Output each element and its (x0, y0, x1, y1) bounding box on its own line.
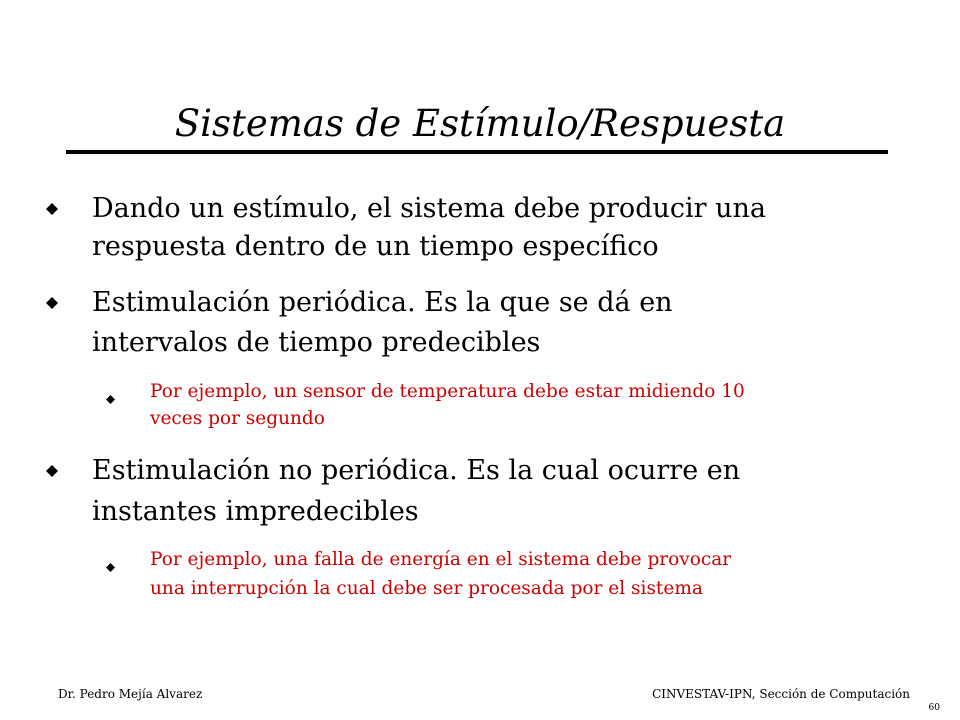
diamond-bullet-icon (46, 203, 58, 215)
bullet-2-line-2: intervalos de tiempo predecibles (92, 327, 541, 358)
bullet-1-line-1: Dando un estímulo, el sistema debe producir una (92, 193, 766, 224)
bullet-3-sub-line-2: una interrupción la cual debe ser procesada por el sistema (150, 578, 703, 599)
slide-title: Sistemas de Estímulo/Respuesta (174, 102, 786, 145)
bullet-1-line-2: respuesta dentro de un tiempo específico (92, 231, 659, 262)
bullet-3-line-2: instantes impredecibles (92, 496, 419, 527)
bullet-2-line-1: Estimulación periódica. Es la que se dá en (92, 287, 673, 318)
bullet-3-sub-line-1: Por ejemplo, una falla de energía en el sistema debe provocar (150, 549, 732, 570)
bullet-3-line-1: Estimulación no periódica. Es la cual ocurre en (92, 455, 741, 486)
bullet-2-sub-line-2: veces por segundo (150, 408, 325, 429)
small-diamond-bullet-icon (106, 389, 115, 398)
footer-institution: CINVESTAV-IPN, Sección de Computación (652, 687, 910, 701)
footer-author: Dr. Pedro Mejía Alvarez (58, 687, 203, 701)
title-underline (66, 150, 888, 154)
small-diamond-bullet-icon (106, 557, 115, 566)
page-number: 60 (928, 703, 940, 713)
diamond-bullet-icon (46, 465, 58, 477)
diamond-bullet-icon (46, 297, 58, 309)
bullet-2-sub-line-1: Por ejemplo, un sensor de temperatura debe estar midiendo 10 (150, 381, 745, 402)
